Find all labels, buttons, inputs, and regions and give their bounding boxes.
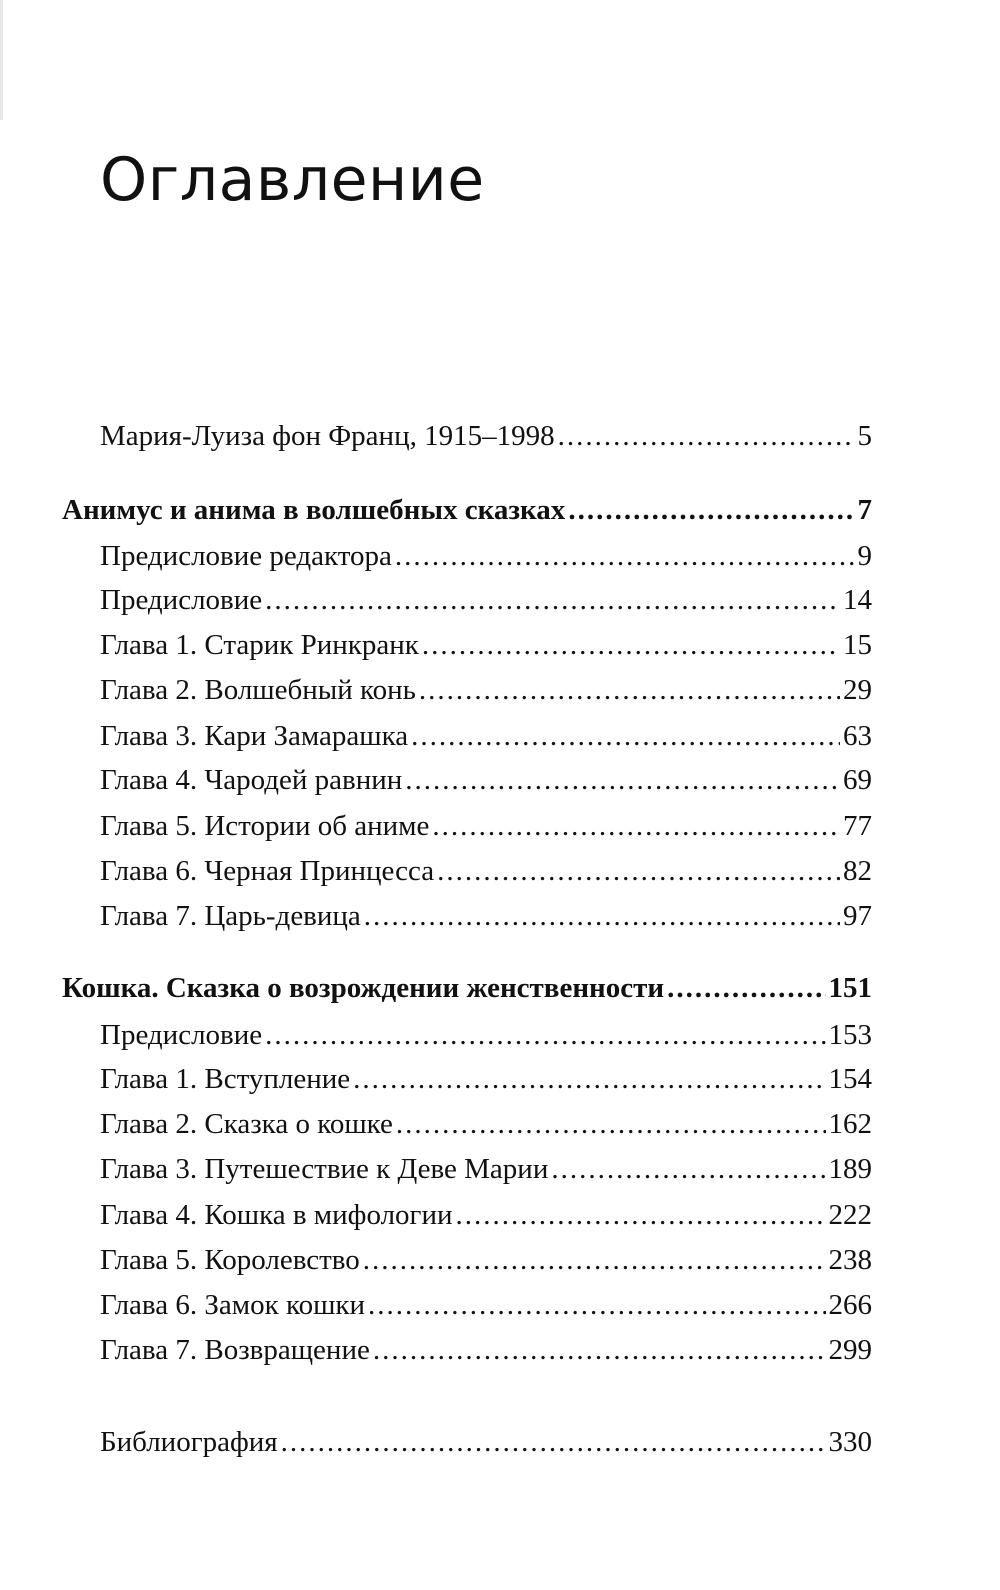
toc-entry-title: Предисловие xyxy=(100,584,263,616)
toc-entry xyxy=(100,670,872,710)
toc-page-number: 14 xyxy=(843,584,872,616)
toc-entry xyxy=(100,1240,872,1280)
toc-entry xyxy=(100,1104,872,1144)
toc-entry-title: Глава 6. Черная Принцесса xyxy=(100,855,435,887)
toc-entry-title: Глава 5. Королевство xyxy=(100,1244,360,1276)
toc-page-number: 29 xyxy=(843,674,872,706)
toc-entry xyxy=(100,806,872,846)
toc-page-number: 330 xyxy=(828,1426,872,1458)
toc-page-number: 5 xyxy=(857,420,872,452)
toc-entry-title: Предисловие редактора xyxy=(100,540,392,572)
toc-entry-title: Мария-Луиза фон Франц, 1915–1998 xyxy=(100,420,555,452)
dot-leader xyxy=(558,416,855,456)
toc-entry-title: Глава 1. Вступление xyxy=(100,1063,351,1095)
dot-leader xyxy=(411,716,840,756)
dot-leader xyxy=(568,490,854,530)
toc-page-number: 151 xyxy=(828,972,872,1004)
dot-leader xyxy=(405,760,840,800)
toc-entry-title: Глава 4. Чародей равнин xyxy=(100,764,403,796)
toc-entry xyxy=(100,536,872,576)
toc-entry xyxy=(100,1195,872,1235)
toc-entry xyxy=(100,896,872,936)
dot-leader xyxy=(419,670,840,710)
toc-entry xyxy=(100,1285,872,1325)
dot-leader xyxy=(265,580,840,620)
toc-page-number: 153 xyxy=(828,1019,872,1051)
toc-page-number: 162 xyxy=(828,1108,872,1140)
dot-leader xyxy=(395,536,855,576)
dot-leader xyxy=(281,1422,826,1462)
toc-section xyxy=(62,490,872,530)
toc-entry-title: Глава 3. Кари Замарашка xyxy=(100,720,409,752)
toc-entry-title: Глава 1. Старик Ринкранк xyxy=(100,629,419,661)
toc-page-number: 97 xyxy=(843,900,872,932)
toc-entry xyxy=(100,625,872,665)
toc-entry-title: Кошка. Сказка о возрождении женственности xyxy=(62,972,665,1004)
toc-entry xyxy=(100,416,872,456)
toc-entry-title: Предисловие xyxy=(100,1019,263,1051)
dot-leader xyxy=(364,896,840,936)
toc-entry xyxy=(100,716,872,756)
toc-page-number: 266 xyxy=(828,1289,872,1321)
toc-entry-title: Глава 7. Возвращение xyxy=(100,1334,370,1366)
toc-entry-title: Глава 6. Замок кошки xyxy=(100,1289,366,1321)
toc-entry xyxy=(100,760,872,800)
toc-entry xyxy=(100,851,872,891)
dot-leader xyxy=(265,1015,825,1055)
toc-entry xyxy=(100,1149,872,1189)
toc-page-number: 69 xyxy=(843,764,872,796)
dot-leader xyxy=(422,625,840,665)
toc-entry xyxy=(100,1422,872,1462)
dot-leader xyxy=(396,1104,826,1144)
toc-entry-title: Глава 2. Сказка о кошке xyxy=(100,1108,393,1140)
toc-entry xyxy=(100,1330,872,1370)
toc-entry-title: Глава 5. Истории об аниме xyxy=(100,810,430,842)
dot-leader xyxy=(667,968,825,1008)
toc-entry xyxy=(100,1015,872,1055)
toc-page-number: 9 xyxy=(857,540,872,572)
toc-entry-title: Глава 7. Царь-девица xyxy=(100,900,361,932)
toc-entry-title: Глава 2. Волшебный конь xyxy=(100,674,416,706)
toc-page-number: 15 xyxy=(843,629,872,661)
dot-leader xyxy=(551,1149,825,1189)
dot-leader xyxy=(368,1285,825,1325)
toc-entry-title: Глава 4. Кошка в мифологии xyxy=(100,1199,453,1231)
toc-page-number: 299 xyxy=(828,1334,872,1366)
dot-leader xyxy=(373,1330,826,1370)
page-title: Оглавление xyxy=(100,145,485,215)
toc-page-number: 222 xyxy=(828,1199,872,1231)
toc-page-number: 82 xyxy=(843,855,872,887)
toc-page-number: 189 xyxy=(828,1153,872,1185)
toc-entry xyxy=(100,1059,872,1099)
toc-page-number: 63 xyxy=(843,720,872,752)
toc-page-number: 7 xyxy=(857,494,872,526)
dot-leader xyxy=(353,1059,825,1099)
toc-entry-title: Библиография xyxy=(100,1426,278,1458)
dot-leader xyxy=(456,1195,826,1235)
dot-leader xyxy=(437,851,840,891)
toc-page-number: 238 xyxy=(828,1244,872,1276)
toc-entry-title: Анимус и анима в волшебных сказках xyxy=(62,494,566,526)
toc-entry xyxy=(100,580,872,620)
toc-page-number: 77 xyxy=(843,810,872,842)
toc-page-number: 154 xyxy=(828,1063,872,1095)
dot-leader xyxy=(363,1240,826,1280)
dot-leader xyxy=(432,806,840,846)
toc-entry-title: Глава 3. Путешествие к Деве Марии xyxy=(100,1153,549,1185)
toc-section xyxy=(62,968,872,1008)
